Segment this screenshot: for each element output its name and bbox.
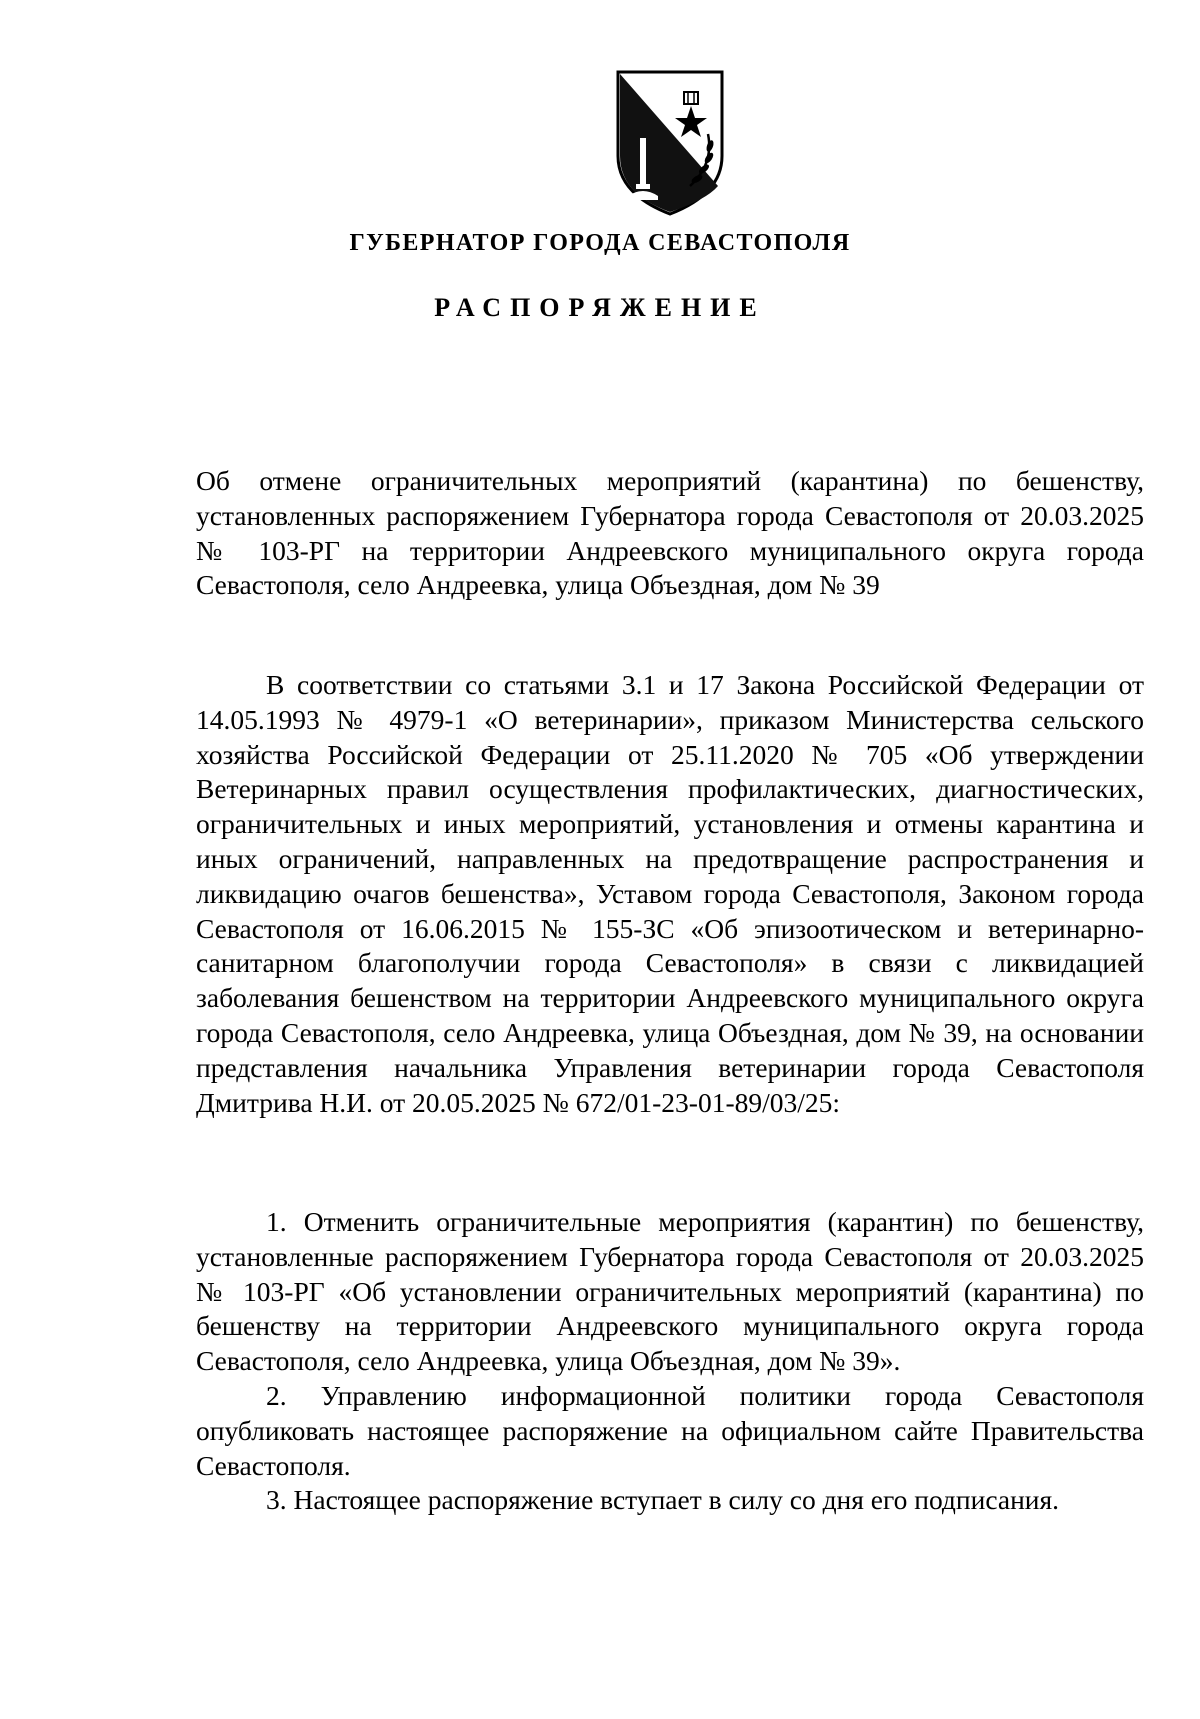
preamble-paragraph: В соответствии со статьями 3.1 и 17 Закона Российской Федерации от 14.05.1993 № 4979-1 «О ветеринарии», приказом Министерства сельского хозяйства Российской Федерации от 25.11.2020 № 705 «Об утверждении Ветеринарных правил осуществления профилактических, диагностических, ограничительных и иных мероприятий, установления и отмены карантина и иных ограничений, направленных на предотвращение распространения и ликвидацию очагов бешенства», Уставом города Севастополя, Законом города Севастополя от 16.06.2015 № 155-ЗС «Об эпизоотическом и ветеринарно-санитарном благополучии города Севастополя» в связи с ликвидацией заболевания бешенством на территории Андреевского муниципального округа города Севастополя, село Андреевка, улица Объездная, дом № 39, на основании представления начальника Управления ветеринарии города Севастополя Дмитрива Н.И. от 20.05.2025 № 672/01-23-01-89/03/25: — [196, 669, 1144, 1118]
document-type-heading: РАСПОРЯЖЕНИЕ — [434, 293, 766, 322]
resolution-item-3: 3. Настоящее распоряжение вступает в силу со дня его подписания. — [266, 1484, 1060, 1516]
resolution-item-1: 1. Отменить ограничительные мероприятия (карантин) по бешенству, установленные распоряжением Губернатора города Севастополя от 20.03.2025 № 103-РГ «Об установлении ограничительных мероприятий (карантина) по бешенству на территории Андреевского муниципального округа города Севастополя, село Андреевка, улица Объездная, дом № 39». — [196, 1206, 1144, 1377]
coat-of-arms-icon — [610, 68, 730, 218]
issuing-authority: ГУБЕРНАТОР ГОРОДА СЕВАСТОПОЛЯ — [349, 230, 851, 256]
document-title: Об отмене ограничительных мероприятий (карантина) по бешенству, установленных распоряжением Губернатора города Севастополя от 20.03.2025 № 103-РГ на территории Андреевского муниципального округа города Севастополя, село Андреевка, улица Объездная, дом № 39 — [196, 465, 1144, 601]
resolution-item-2: 2. Управлению информационной политики города Севастополя опубликовать настоящее распоряжение на официальном сайте Правительства Севастополя. — [196, 1379, 1144, 1481]
resolution-items — [196, 1205, 1144, 1518]
